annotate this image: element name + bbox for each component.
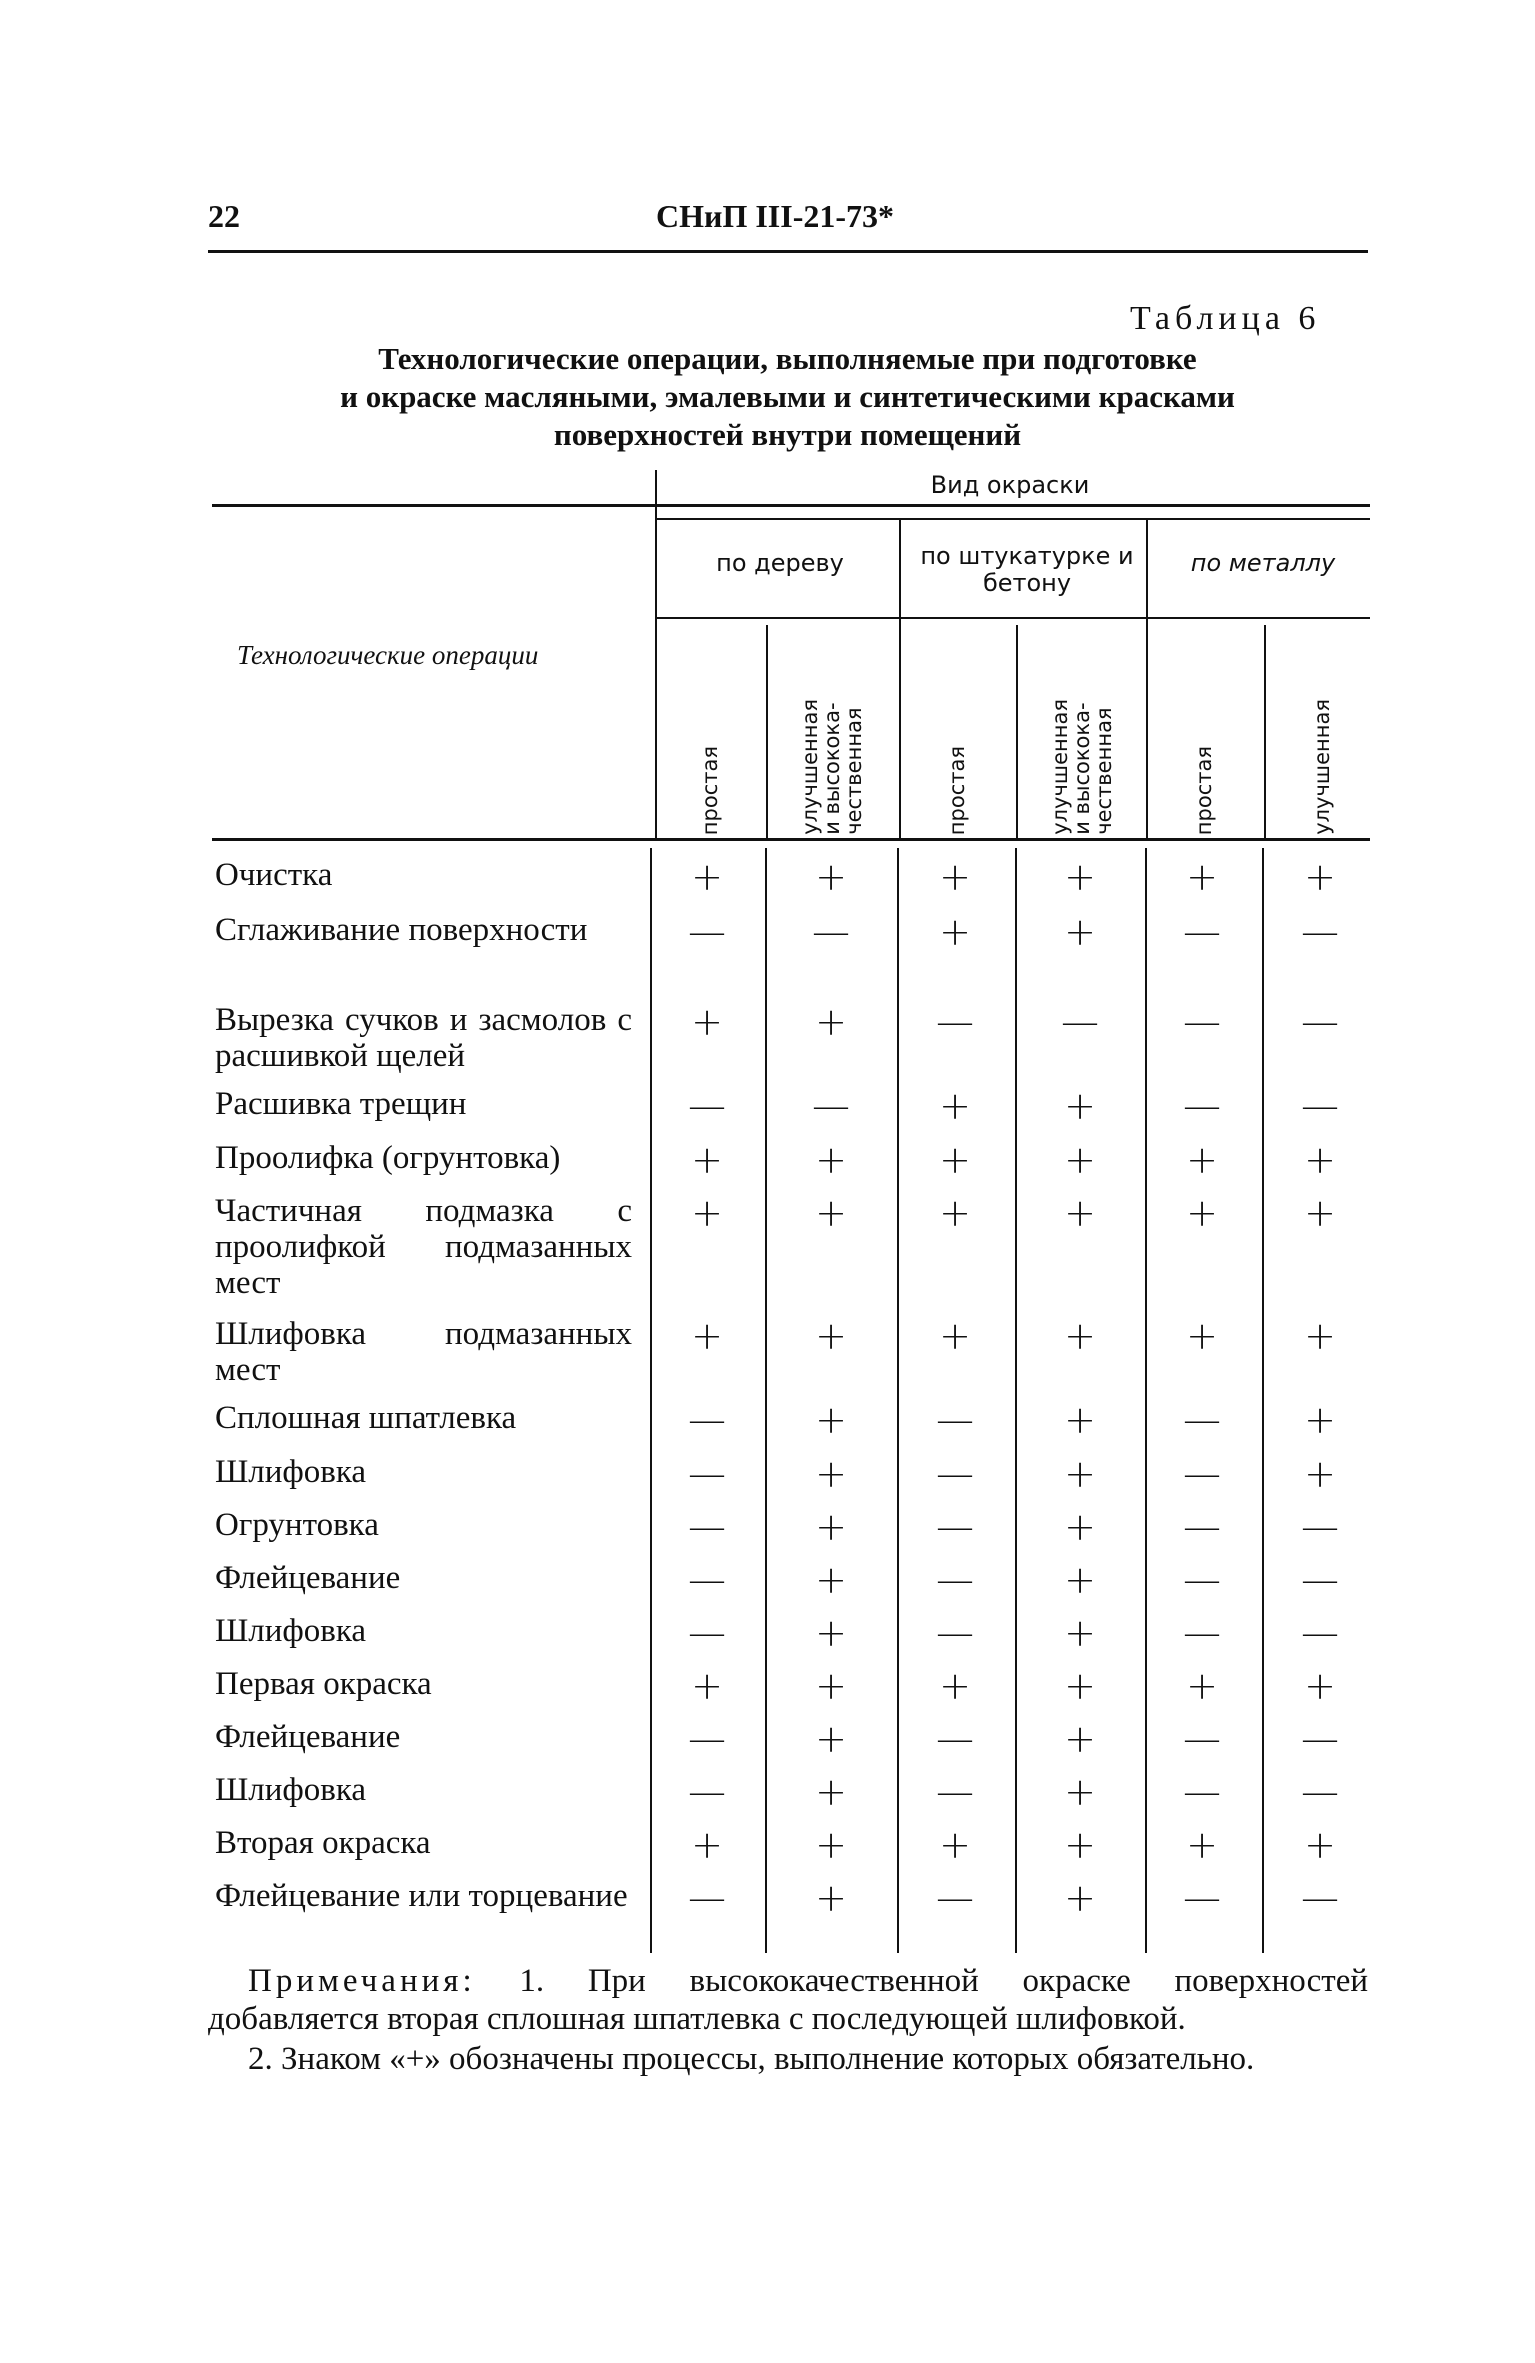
header-divider [655, 470, 657, 838]
operation-label: Первая окраска [215, 1666, 432, 1702]
subheader-text: простая [698, 745, 722, 835]
required-mark: + [1186, 1138, 1218, 1182]
header-rule [208, 250, 1368, 253]
operation-label: Шлифовка подмазанных мест [215, 1316, 632, 1388]
header-divider [1264, 625, 1266, 838]
operation-label: Шлифовка [215, 1454, 367, 1490]
table-top-rule [212, 504, 1370, 507]
not-required-mark: — [1183, 1717, 1221, 1761]
required-mark: + [691, 1314, 723, 1358]
required-mark: + [1064, 855, 1096, 899]
required-mark: + [691, 1138, 723, 1182]
required-mark: + [1304, 1664, 1336, 1708]
not-required-mark: — [1183, 1452, 1221, 1496]
not-required-mark: — [936, 1558, 974, 1602]
not-required-mark: — [1301, 1876, 1339, 1920]
required-mark: + [815, 1823, 847, 1867]
required-mark: + [815, 1452, 847, 1496]
row-header: Технологические операции [237, 640, 539, 670]
note-1-text: 1. При высококачественной окраске поверхностей добавляется вторая сплошная шпатлевка с последующей шлифовкой. [208, 1963, 1369, 2037]
required-mark: + [691, 1664, 723, 1708]
required-mark: + [815, 1558, 847, 1602]
table-caption [230, 340, 1345, 454]
subheader [1290, 625, 1354, 835]
not-required-mark: — [1061, 1000, 1099, 1044]
not-required-mark: — [1301, 1770, 1339, 1814]
not-required-mark: — [936, 1398, 974, 1442]
required-mark: + [691, 855, 723, 899]
table-notes [208, 1962, 1368, 2078]
not-required-mark: — [812, 910, 850, 954]
not-required-mark: — [1183, 1770, 1221, 1814]
required-mark: + [1064, 1876, 1096, 1920]
operation-label: Расшивка трещин [215, 1086, 467, 1122]
not-required-mark: — [936, 1000, 974, 1044]
required-mark: + [1304, 1138, 1336, 1182]
required-mark: + [1186, 1823, 1218, 1867]
not-required-mark: — [688, 1398, 726, 1442]
body-divider [1145, 848, 1147, 1953]
top-header: Вид окраски [930, 471, 1090, 499]
note-1 [208, 1962, 1368, 2038]
notes-heading: Примечания: [248, 1963, 476, 1999]
required-mark: + [815, 1717, 847, 1761]
not-required-mark: — [1183, 1398, 1221, 1442]
subheader-text: простая [1192, 745, 1216, 835]
caption-line: и окраске масляными, эмалевыми и синтетическими красками [340, 379, 1235, 414]
required-mark: + [1064, 1452, 1096, 1496]
operation-label: Очистка [215, 857, 333, 893]
not-required-mark: — [1183, 1000, 1221, 1044]
not-required-mark: — [1301, 1558, 1339, 1602]
required-mark: + [815, 1314, 847, 1358]
operation-label: Флейцевание [215, 1719, 401, 1755]
required-mark: + [1186, 1191, 1218, 1235]
operation-label: Сплошная шпатлевка [215, 1400, 517, 1436]
subheader [1172, 625, 1236, 835]
operation-label: Частичная подмазка с проолифкой подмазанных мест [215, 1193, 632, 1301]
not-required-mark: — [688, 1505, 726, 1549]
operation-label: Сглаживание поверхности [215, 912, 588, 948]
required-mark: + [691, 1823, 723, 1867]
required-mark: + [1064, 1191, 1096, 1235]
not-required-mark: — [1301, 1505, 1339, 1549]
required-mark: + [1064, 910, 1096, 954]
required-mark: + [939, 910, 971, 954]
subheader-text: улучшенная [1310, 699, 1334, 835]
not-required-mark: — [1301, 910, 1339, 954]
subheader [1050, 625, 1114, 835]
not-required-mark: — [936, 1717, 974, 1761]
group-header: по металлу [1190, 549, 1336, 577]
not-required-mark: — [688, 1876, 726, 1920]
required-mark: + [1304, 1314, 1336, 1358]
required-mark: + [815, 855, 847, 899]
required-mark: + [1064, 1717, 1096, 1761]
group-header: по штукатурке и бетону [920, 542, 1134, 597]
table-label: Таблица 6 [1130, 300, 1321, 337]
caption-line: поверхностей внутри помещений [553, 417, 1022, 452]
required-mark: + [815, 1191, 847, 1235]
not-required-mark: — [1301, 1611, 1339, 1655]
not-required-mark: — [688, 1611, 726, 1655]
subheader [800, 625, 864, 835]
required-mark: + [939, 855, 971, 899]
required-mark: + [815, 1000, 847, 1044]
required-mark: + [1186, 855, 1218, 899]
required-mark: + [939, 1138, 971, 1182]
not-required-mark: — [1183, 1084, 1221, 1128]
not-required-mark: — [688, 1770, 726, 1814]
not-required-mark: — [936, 1770, 974, 1814]
required-mark: + [939, 1084, 971, 1128]
subgroup-rule [655, 617, 1370, 619]
page-header [208, 198, 1368, 242]
required-mark: + [815, 1664, 847, 1708]
operation-label: Огрунтовка [215, 1507, 379, 1543]
required-mark: + [1064, 1664, 1096, 1708]
required-mark: + [691, 1000, 723, 1044]
not-required-mark: — [1301, 1000, 1339, 1044]
header-divider [899, 520, 901, 838]
header-divider [766, 625, 768, 838]
not-required-mark: — [688, 1084, 726, 1128]
not-required-mark: — [1301, 1084, 1339, 1128]
not-required-mark: — [936, 1611, 974, 1655]
subheader [925, 625, 989, 835]
required-mark: + [1304, 1191, 1336, 1235]
required-mark: + [939, 1664, 971, 1708]
not-required-mark: — [936, 1876, 974, 1920]
not-required-mark: — [936, 1505, 974, 1549]
required-mark: + [939, 1314, 971, 1358]
body-divider [650, 848, 652, 1953]
required-mark: + [1064, 1770, 1096, 1814]
required-mark: + [691, 1191, 723, 1235]
required-mark: + [1064, 1505, 1096, 1549]
required-mark: + [815, 1611, 847, 1655]
required-mark: + [1064, 1398, 1096, 1442]
operation-label: Шлифовка [215, 1613, 367, 1649]
required-mark: + [1064, 1611, 1096, 1655]
not-required-mark: — [688, 1558, 726, 1602]
page-number: 22 [208, 198, 240, 234]
operation-label: Флейцевание или торцевание [215, 1878, 628, 1914]
not-required-mark: — [1183, 910, 1221, 954]
body-divider [1262, 848, 1264, 1953]
not-required-mark: — [1183, 1505, 1221, 1549]
required-mark: + [815, 1505, 847, 1549]
not-required-mark: — [1301, 1717, 1339, 1761]
required-mark: + [939, 1823, 971, 1867]
not-required-mark: — [812, 1084, 850, 1128]
operation-label: Проолифка (огрунтовка) [215, 1140, 561, 1176]
required-mark: + [1304, 855, 1336, 899]
group-header: по дереву [716, 549, 844, 577]
body-divider [765, 848, 767, 1953]
required-mark: + [815, 1398, 847, 1442]
body-divider [1015, 848, 1017, 1953]
note-2: 2. Знаком «+» обозначены процессы, выполнение которых обязательно. [248, 2041, 1255, 2077]
required-mark: + [1064, 1138, 1096, 1182]
required-mark: + [1304, 1823, 1336, 1867]
required-mark: + [1186, 1664, 1218, 1708]
operation-label: Шлифовка [215, 1772, 367, 1808]
required-mark: + [815, 1138, 847, 1182]
subheader-text: простая [945, 745, 969, 835]
operation-label: Вторая окраска [215, 1825, 431, 1861]
required-mark: + [939, 1191, 971, 1235]
required-mark: + [1186, 1314, 1218, 1358]
subheader-text: улучшенная и высокока- чественная [1048, 699, 1116, 835]
header-divider [1146, 520, 1148, 838]
required-mark: + [1064, 1823, 1096, 1867]
not-required-mark: — [688, 910, 726, 954]
subheader [678, 625, 742, 835]
not-required-mark: — [1183, 1611, 1221, 1655]
operation-label: Вырезка сучков и засмолов с расшивкой щелей [215, 1002, 632, 1074]
body-divider [897, 848, 899, 1953]
required-mark: + [1304, 1452, 1336, 1496]
header-bottom-rule [212, 838, 1370, 841]
caption-line: Технологические операции, выполняемые при подготовке [378, 341, 1197, 376]
document-code: СНиП III-21-73* [656, 198, 894, 234]
not-required-mark: — [688, 1717, 726, 1761]
required-mark: + [815, 1876, 847, 1920]
header-divider [1016, 625, 1018, 838]
subheader-text: улучшенная и высокока- чественная [798, 699, 866, 835]
not-required-mark: — [936, 1452, 974, 1496]
not-required-mark: — [1183, 1558, 1221, 1602]
not-required-mark: — [1183, 1876, 1221, 1920]
operation-label: Флейцевание [215, 1560, 401, 1596]
required-mark: + [1064, 1084, 1096, 1128]
required-mark: + [1064, 1314, 1096, 1358]
required-mark: + [1304, 1398, 1336, 1442]
required-mark: + [815, 1770, 847, 1814]
not-required-mark: — [688, 1452, 726, 1496]
required-mark: + [1064, 1558, 1096, 1602]
group-rule [655, 518, 1370, 520]
